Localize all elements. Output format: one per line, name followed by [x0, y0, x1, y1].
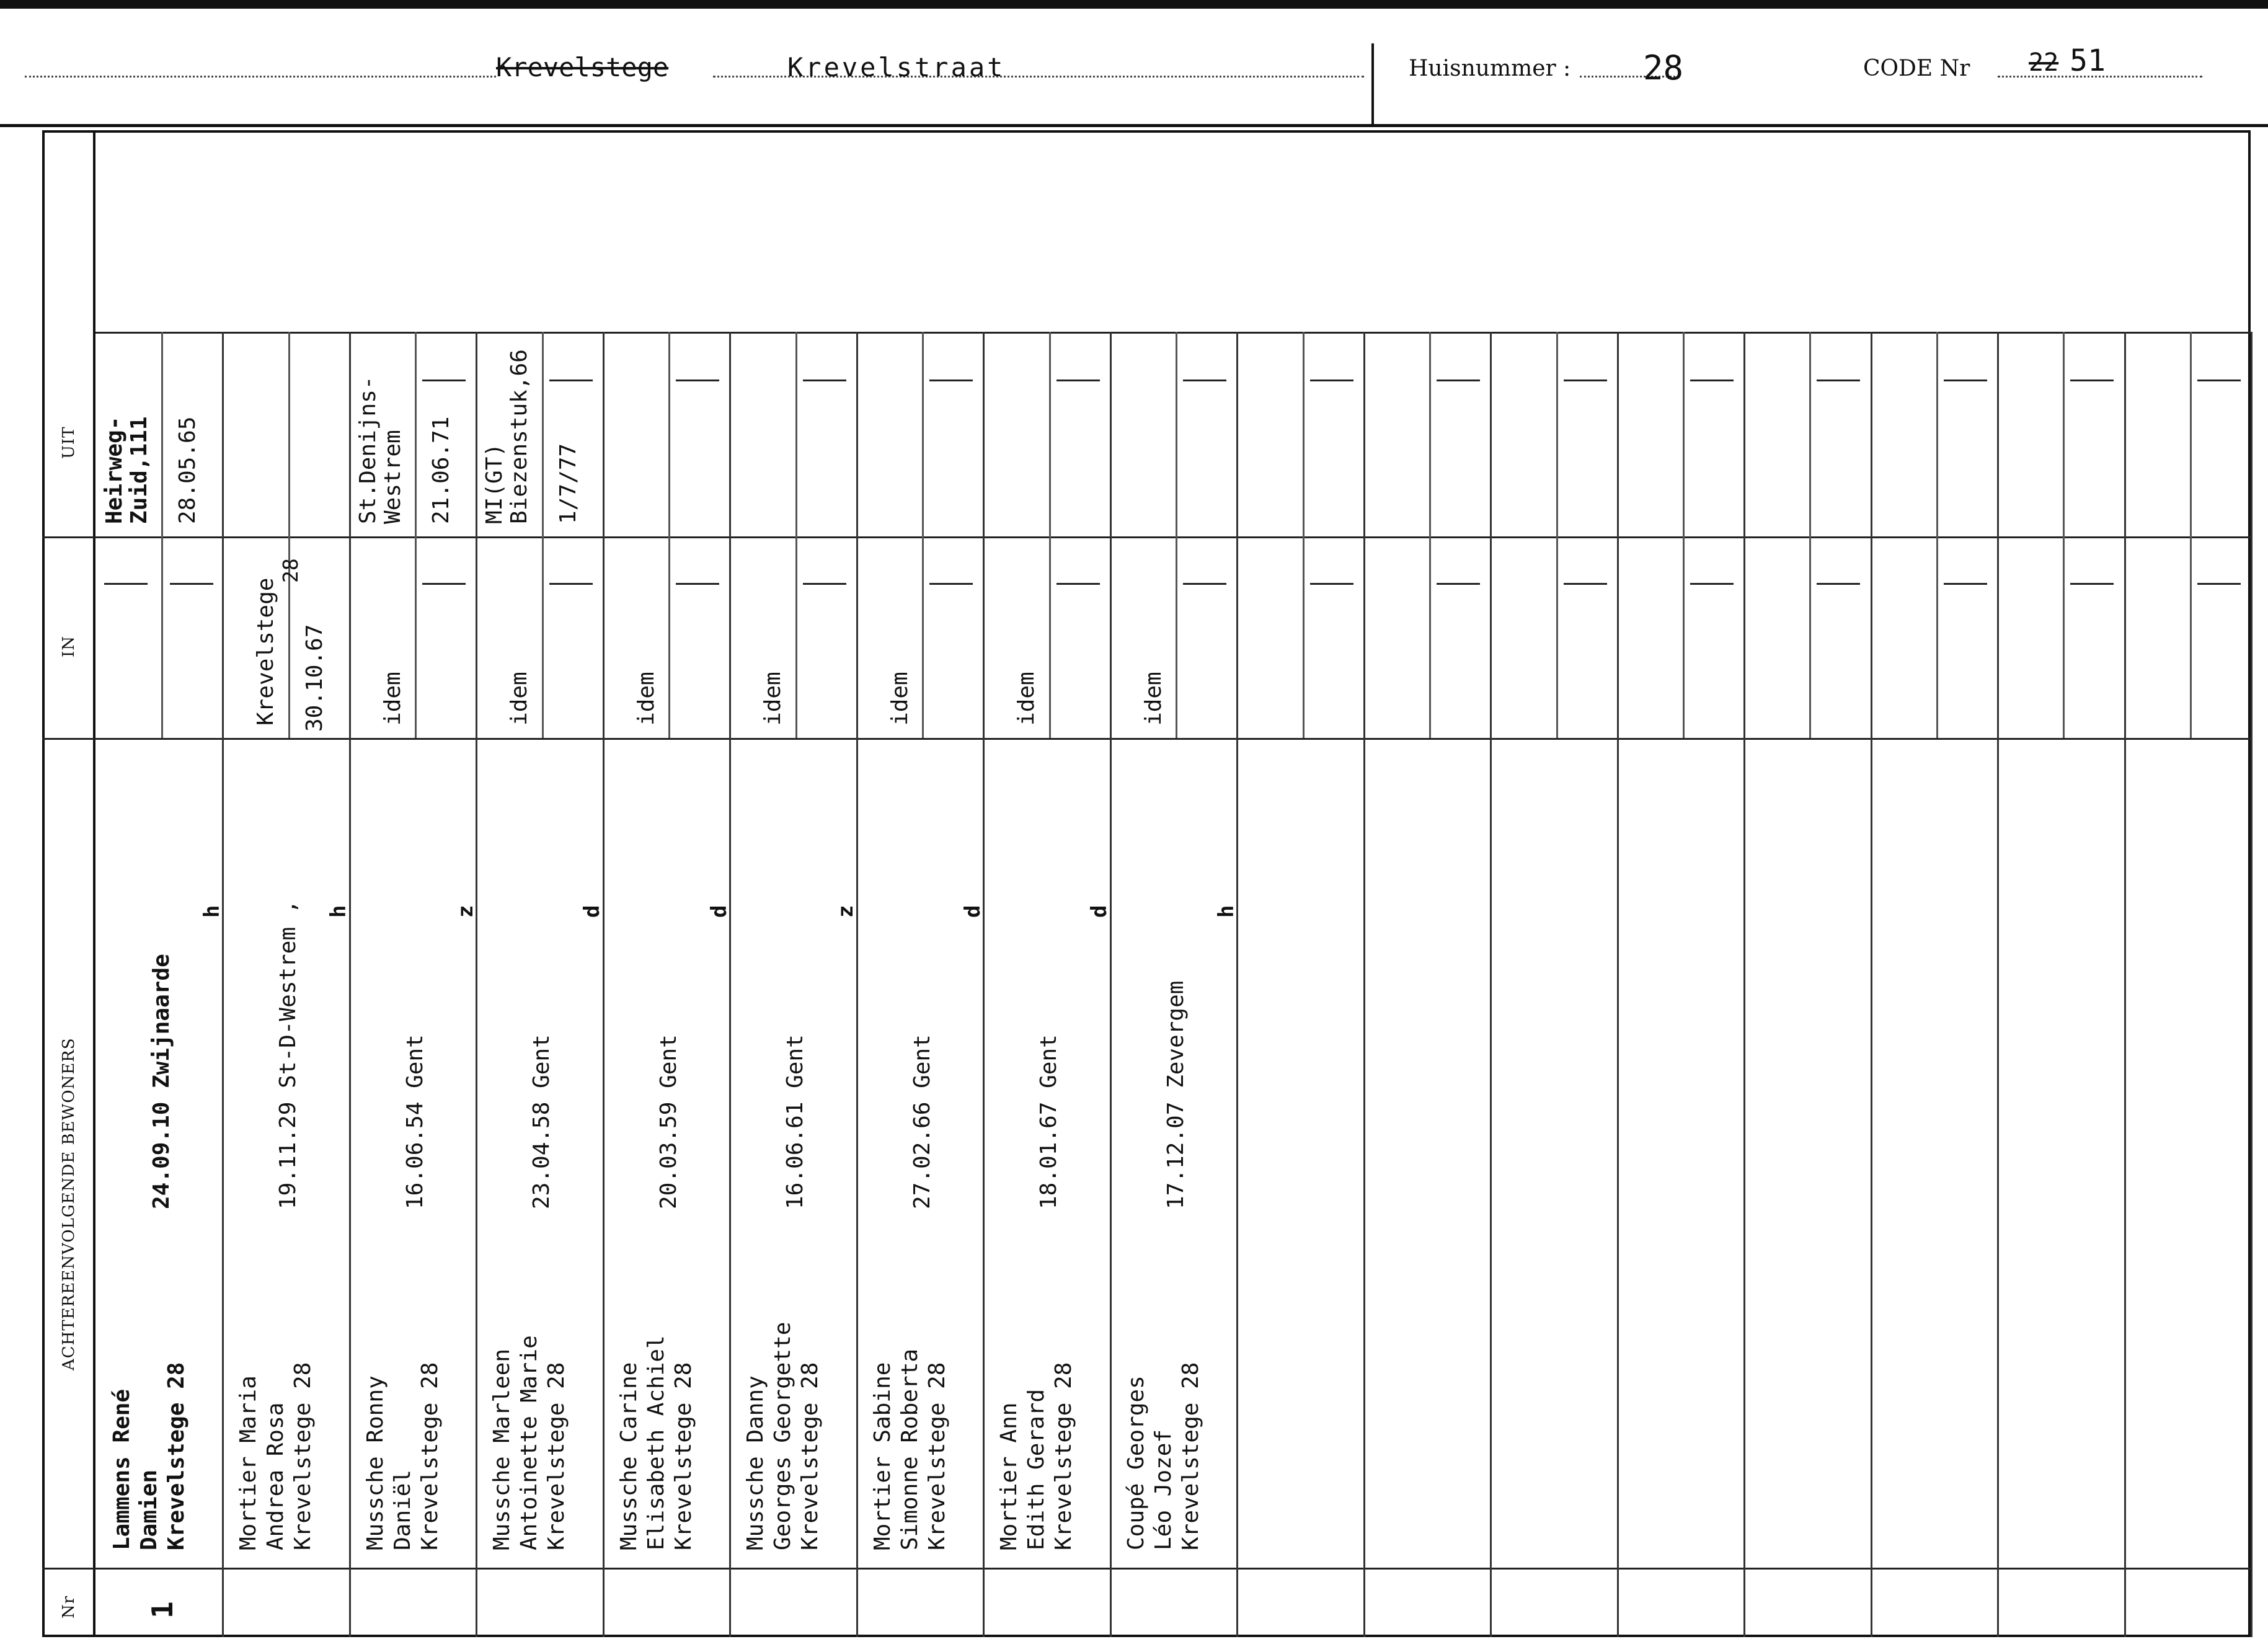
subcolumn-line [1683, 536, 1685, 738]
column-separator [1871, 332, 1872, 1637]
resident-gender: d [1087, 905, 1112, 918]
empty-dash [1690, 380, 1734, 381]
resident-name: Lammens René [109, 1388, 135, 1550]
subcolumn-line [2190, 536, 2192, 738]
resident-name: Coupé Georges [1123, 1375, 1149, 1550]
column-separator [476, 332, 477, 1637]
resident-birth: 16.06.61 Gent [782, 1034, 808, 1209]
divider-uit-in [42, 536, 2251, 538]
resident-firstnames: Elisabeth Achiel [643, 1335, 669, 1550]
in-date: 30.10.67 [301, 624, 327, 732]
empty-dash [1944, 380, 1987, 381]
subcolumn-line [2063, 332, 2065, 536]
resident-name: Mortier Sabine [869, 1362, 895, 1550]
in-place: Krevelstege [253, 577, 279, 726]
subcolumn-line [1303, 332, 1305, 536]
subcolumn-line [542, 536, 544, 738]
divider-top-uit [95, 332, 2251, 334]
uit-date: 28.05.65 [175, 416, 201, 524]
empty-dash [549, 380, 593, 381]
subcolumn-line [1683, 332, 1685, 536]
subcolumn-line [1303, 536, 1305, 738]
in-place: idem [887, 672, 913, 726]
subcolumn-line [1556, 536, 1558, 738]
in-place: idem [760, 672, 786, 726]
subcolumn-line [922, 332, 924, 536]
resident-address: Krevelstege 28 [670, 1362, 696, 1550]
empty-dash [104, 583, 148, 585]
resident-gender: z [453, 905, 478, 918]
in-place: idem [379, 672, 405, 726]
resident-name: Mortier Maria [236, 1375, 262, 1550]
resident-address: Krevelstege 28 [1177, 1362, 1203, 1550]
empty-dash [549, 583, 593, 585]
huisnummer-value: 28 [1643, 48, 1684, 87]
subcolumn-line [795, 536, 797, 738]
resident-birth: 20.03.59 Gent [655, 1034, 681, 1209]
resident-name: Mortier Ann [996, 1402, 1022, 1550]
column-separator [1236, 332, 1238, 1637]
in-place: idem [1140, 672, 1166, 726]
section-label-in: IN [60, 635, 78, 657]
column-separator [1743, 332, 1745, 1637]
subcolumn-line [1936, 332, 1938, 536]
empty-dash [803, 380, 846, 381]
empty-dash [676, 583, 719, 585]
resident-birth: 23.04.58 Gent [529, 1034, 555, 1209]
resident-gender: h [200, 905, 224, 918]
subcolumn-line [288, 332, 290, 536]
column-separator [856, 332, 858, 1637]
uit-place-2: Biezenstuk,66 [507, 349, 533, 524]
huisnummer-label: Huisnummer : [1409, 56, 1571, 81]
empty-dash [1183, 583, 1226, 585]
resident-address: Krevelstege 28 [164, 1362, 189, 1550]
resident-address: Krevelstege 28 [417, 1362, 443, 1550]
subcolumn-line [161, 536, 163, 738]
street-name-new: Krevelstraat [787, 52, 1006, 82]
resident-firstnames: Antoinette Marie [516, 1335, 543, 1550]
subcolumn-line [1809, 536, 1811, 738]
resident-firstnames: Georges Georgette [770, 1321, 796, 1550]
column-separator [1110, 332, 1112, 1637]
divider-residents-nr [42, 1568, 2251, 1570]
resident-name: Mussche Danny [743, 1375, 769, 1550]
subcolumn-line [922, 536, 924, 738]
column-separator [222, 332, 224, 1637]
section-label-residents: ACHTEREENVOLGENDE BEWONERS [60, 1037, 78, 1370]
section-label-column [42, 130, 95, 1637]
column-separator [1997, 332, 1999, 1637]
section-label-uit: UIT [60, 426, 78, 459]
subcolumn-line [1176, 536, 1177, 738]
empty-dash [1564, 380, 1607, 381]
uit-place-2: Zuid,111 [126, 416, 152, 524]
uit-place: St.Denijns- [355, 376, 381, 524]
empty-dash [1437, 380, 1480, 381]
empty-dash [2070, 583, 2114, 585]
resident-address: Krevelstege 28 [924, 1362, 950, 1550]
resident-firstnames: Andrea Rosa [263, 1402, 289, 1550]
uit-date: 21.06.71 [428, 416, 454, 524]
empty-dash [422, 583, 466, 585]
resident-address: Krevelstege 28 [797, 1362, 823, 1550]
resident-firstnames: Léo Jozef [1150, 1429, 1176, 1550]
code-label: CODE Nr [1863, 56, 1970, 81]
in-place: idem [633, 672, 659, 726]
empty-dash [170, 583, 213, 585]
resident-gender: z [833, 905, 859, 918]
subcolumn-line [1049, 332, 1051, 536]
subcolumn-line [1556, 332, 1558, 536]
empty-dash [1310, 583, 1353, 585]
resident-birth: 17.12.07 Zevergem [1163, 980, 1189, 1209]
empty-dash [422, 380, 466, 381]
top-border [0, 0, 2268, 9]
column-separator [603, 332, 605, 1637]
header-separator [1371, 43, 1374, 125]
subcolumn-line [161, 332, 163, 536]
subcolumn-line [1809, 332, 1811, 536]
column-separator [1490, 332, 1492, 1637]
resident-firstnames: Simonne Roberta [897, 1348, 923, 1550]
empty-dash [1056, 583, 1100, 585]
column-separator [1363, 332, 1365, 1637]
empty-dash [929, 380, 973, 381]
resident-birth: 16.06.54 Gent [402, 1034, 428, 1209]
resident-firstnames: Damien [136, 1469, 162, 1550]
code-old-value: 22 [2029, 48, 2059, 77]
empty-dash [2070, 380, 2114, 381]
uit-place-2: Westrem [379, 430, 405, 524]
uit-date: 1/7/77 [555, 443, 581, 524]
subcolumn-line [795, 332, 797, 536]
empty-dash [1437, 583, 1480, 585]
empty-dash [2197, 583, 2241, 585]
column-separator [2251, 332, 2252, 1637]
resident-firstnames: Edith Gerard [1024, 1388, 1050, 1550]
column-separator [2124, 332, 2126, 1637]
subcolumn-line [2190, 332, 2192, 536]
resident-gender: h [1213, 905, 1239, 918]
subcolumn-line [542, 332, 544, 536]
subcolumn-line [1429, 536, 1431, 738]
code-new-value: 51 [2070, 43, 2106, 78]
empty-dash [1056, 380, 1100, 381]
resident-name: Mussche Carine [616, 1362, 642, 1550]
subcolumn-line [415, 536, 417, 738]
subcolumn-line [1049, 536, 1051, 738]
divider-in-residents [42, 738, 2251, 740]
subcolumn-line [1936, 536, 1938, 738]
in-place: idem [507, 672, 533, 726]
column-separator [983, 332, 985, 1637]
empty-dash [1183, 380, 1226, 381]
resident-gender: h [326, 905, 352, 918]
header-bottom-line [0, 124, 2268, 127]
subcolumn-line [415, 332, 417, 536]
street-name-old: Krevelstege [496, 52, 669, 82]
subcolumn-line [2063, 536, 2065, 738]
resident-address: Krevelstege 28 [1051, 1362, 1077, 1550]
resident-firstnames: Daniël [389, 1469, 415, 1550]
resident-birth: 24.09.10 Zwijnaarde [149, 954, 174, 1209]
empty-dash [2197, 380, 2241, 381]
uit-place: Heirweg- [102, 416, 127, 524]
resident-birth: 27.02.66 Gent [909, 1034, 935, 1209]
empty-dash [1817, 380, 1860, 381]
empty-dash [1310, 380, 1353, 381]
in-place: idem [1014, 672, 1040, 726]
resident-gender: d [580, 905, 605, 918]
resident-gender: d [706, 905, 732, 918]
code-value [2029, 43, 2106, 78]
empty-dash [1564, 583, 1607, 585]
section-label-nr: Nr [60, 1595, 78, 1619]
empty-dash [1817, 583, 1860, 585]
empty-dash [803, 583, 846, 585]
resident-name: Mussche Ronny [362, 1375, 388, 1550]
subcolumn-line [668, 332, 670, 536]
empty-dash [1690, 583, 1734, 585]
column-separator [729, 332, 731, 1637]
street-dotted-line [25, 76, 496, 78]
resident-birth: 18.01.67 Gent [1036, 1034, 1062, 1209]
subcolumn-line [1176, 332, 1177, 536]
in-place-number: 28 [278, 558, 303, 583]
resident-birth: 19.11.29 St-D-Westrem , [275, 900, 301, 1209]
resident-name: Mussche Marleen [489, 1348, 515, 1550]
column-separator [349, 332, 351, 1637]
empty-dash [1944, 583, 1987, 585]
subcolumn-line [668, 536, 670, 738]
resident-gender: d [960, 905, 985, 918]
resident-address: Krevelstege 28 [544, 1362, 570, 1550]
row-number: 1 [146, 1601, 179, 1619]
column-separator [1617, 332, 1619, 1637]
subcolumn-line [1429, 332, 1431, 536]
resident-address: Krevelstege 28 [290, 1362, 316, 1550]
empty-dash [676, 380, 719, 381]
uit-place: MI(GT) [482, 443, 508, 524]
empty-dash [929, 583, 973, 585]
